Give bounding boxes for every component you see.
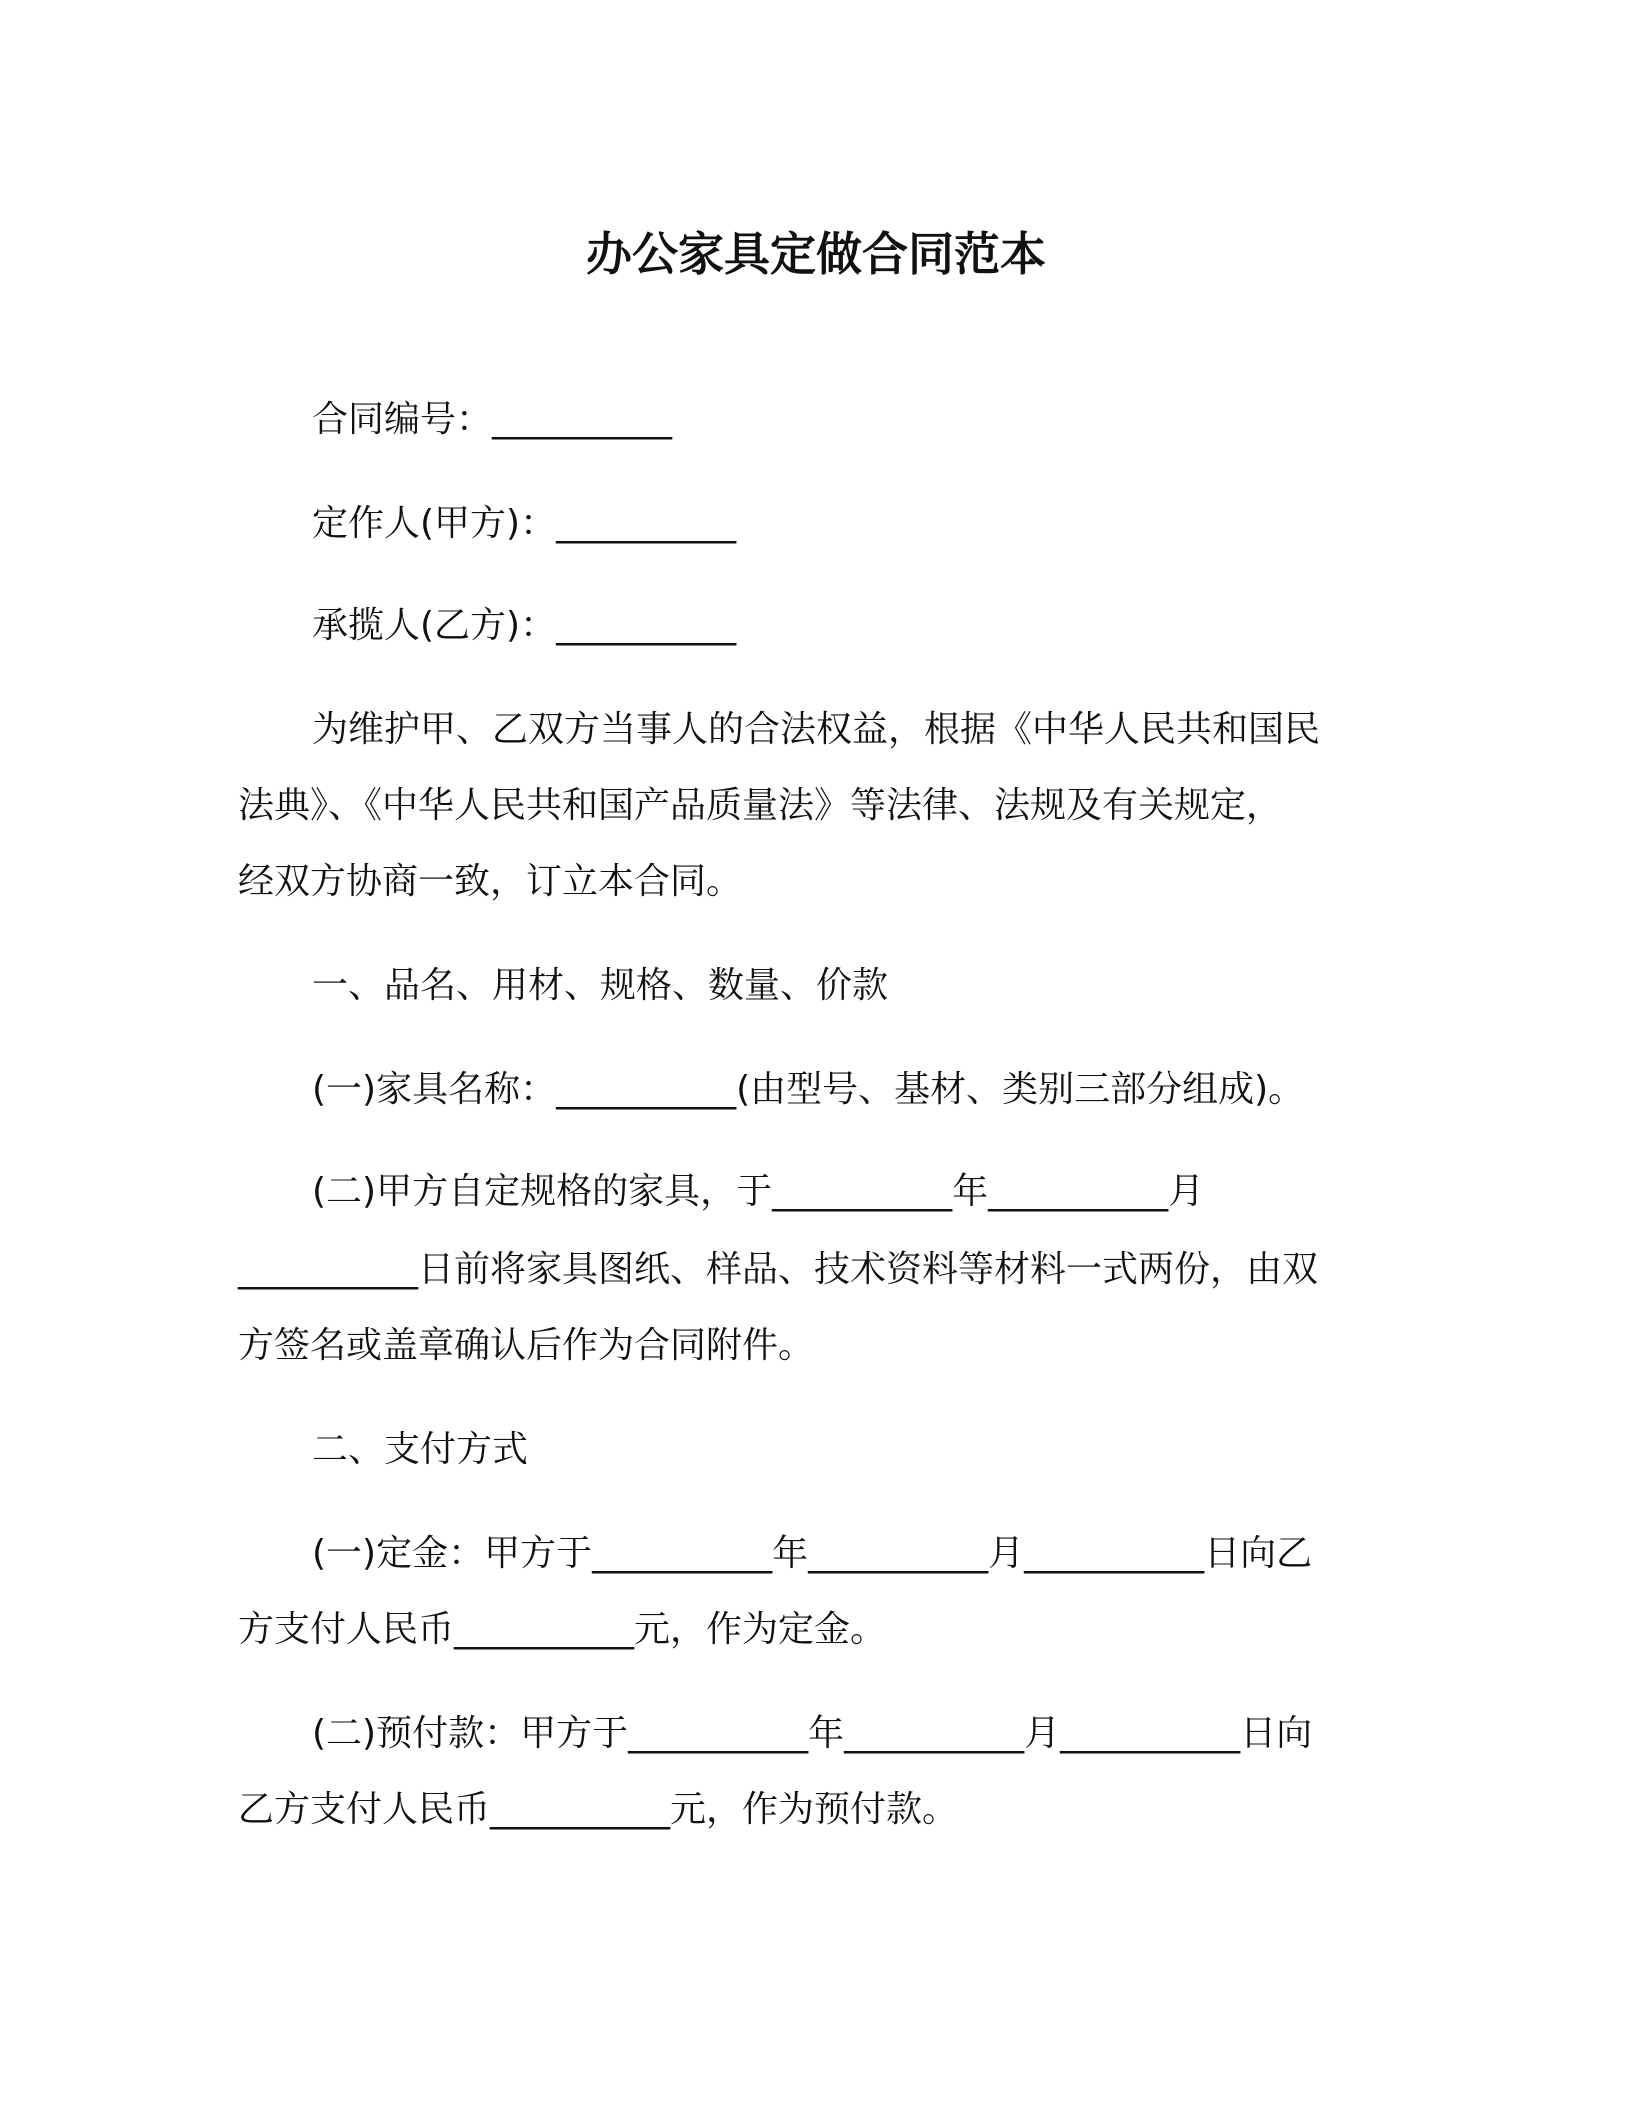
clause-1-2-line-1: (二)甲方自定规格的家具，于__________年__________月 [312, 1171, 1205, 1212]
clause-2-2-line-1: (二)预付款：甲方于__________年__________月__________日向 [312, 1713, 1313, 1754]
clause-2-1-line-1: (一)定金：甲方于__________年__________月__________日向乙 [312, 1533, 1313, 1574]
section-1-heading: 一、品名、用材、规格、数量、价款 [312, 965, 889, 1006]
clause-2-2-line-2: 乙方支付人民币__________元，作为预付款。 [238, 1789, 959, 1830]
clause-1-2-line-2: __________日前将家具图纸、样品、技术资料等材料一式两份，由双 [238, 1249, 1319, 1290]
preamble-line-1: 为维护甲、乙双方当事人的合法权益，根据《中华人民共和国民 [312, 709, 1321, 750]
party-b-line: 承揽人(乙方)：__________ [312, 605, 737, 646]
clause-2-1-line-2: 方支付人民币__________元，作为定金。 [238, 1609, 887, 1650]
party-a-line: 定作人(甲方)：__________ [312, 503, 737, 544]
preamble-line-2: 法典》、《中华人民共和国产品质量法》等法律、法规及有关规定， [238, 785, 1283, 826]
preamble-line-3: 经双方协商一致，订立本合同。 [238, 861, 743, 902]
clause-1-2-line-3: 方签名或盖章确认后作为合同附件。 [238, 1325, 815, 1366]
clause-1-1-line: (一)家具名称：__________(由型号、基材、类别三部分组成)。 [312, 1069, 1305, 1110]
section-2-heading: 二、支付方式 [312, 1429, 529, 1470]
contract-number-line: 合同编号：__________ [312, 399, 673, 440]
document-title: 办公家具定做合同范本 [586, 227, 1046, 281]
